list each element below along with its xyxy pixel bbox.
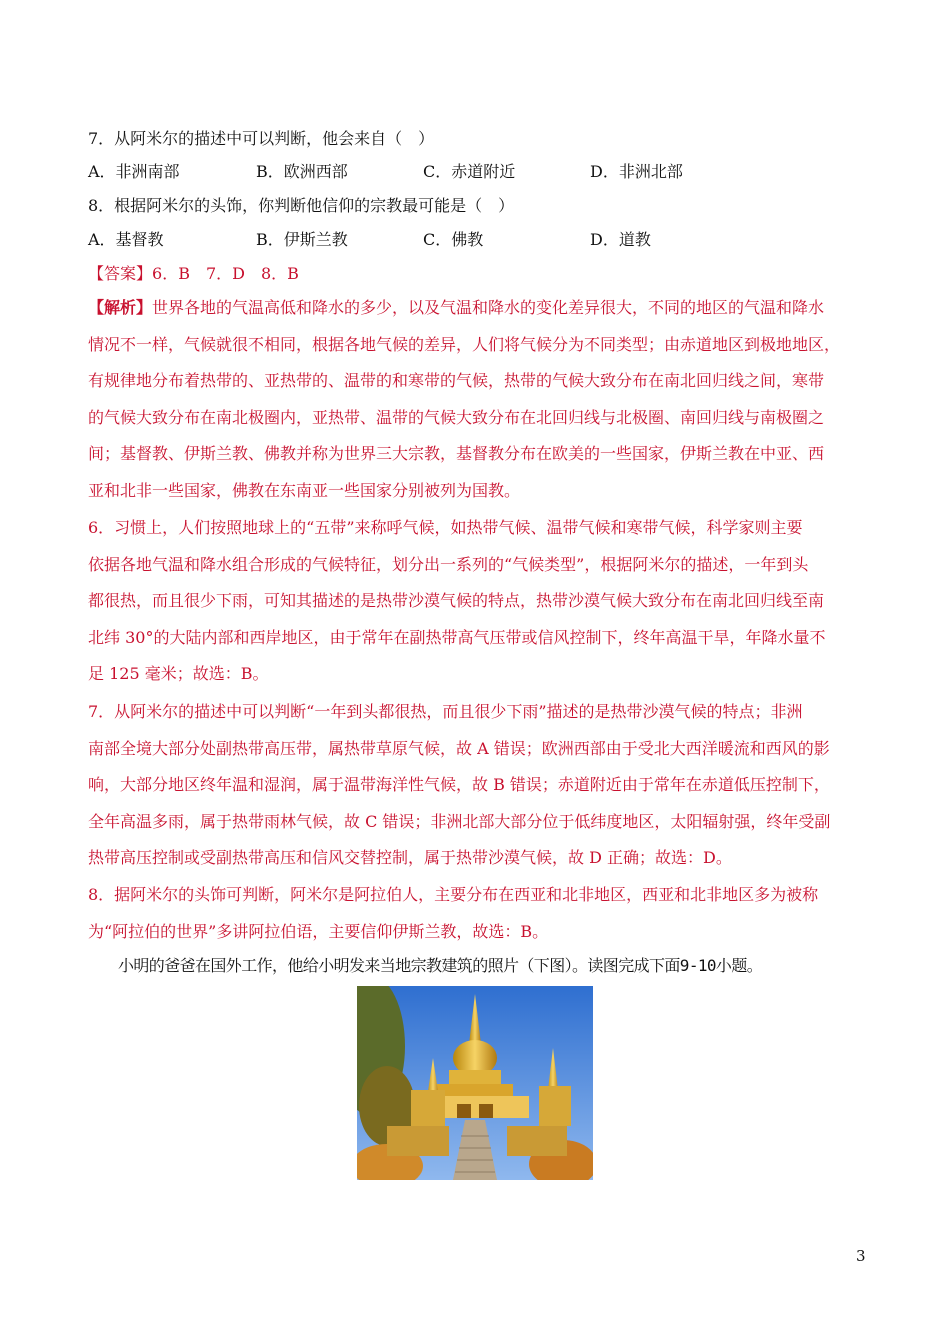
analysis-line: 的气候大致分布在南北极圈内，亚热带、温带的气候大致分布在北回归线与北极圈、南回归线与南极圈之 <box>88 407 825 427</box>
q7-stem: 7．从阿米尔的描述中可以判断，他会来自（ ） <box>88 129 435 148</box>
explanation-line: 北纬 30°的大陆内部和西岸地区，由于常年在副热带高气压带或信风控制下，终年高温干旱，年降水量不 <box>88 627 826 647</box>
analysis-line: 情况不一样，气候就很不相同，根据各地气候的差异，人们将气候分为不同类型；由赤道地区到极地地区， <box>88 334 841 354</box>
analysis-line: 亚和北非一些国家，佛教在东南亚一些国家分别被列为国教。 <box>88 480 521 500</box>
explanation-line: 热带高压控制或受副热带高压和信风交替控制，属于热带沙漠气候，故 D 正确；故选：D。 <box>88 848 732 867</box>
explanation-line: 响，大部分地区终年温和湿润，属于温带海洋性气候，故 B 错误；赤道附近由于常年在赤道低压控制下， <box>88 775 830 794</box>
q8-stem: 8．根据阿米尔的头饰，你判断他信仰的宗教最可能是（ ） <box>88 196 515 215</box>
explanation-line: 足 125 毫米；故选：B。 <box>88 664 269 683</box>
q7-option-a: A．非洲南部 <box>88 162 180 181</box>
explanation-6 <box>88 518 864 701</box>
q7-option-b: B．欧洲西部 <box>256 162 348 181</box>
explanation-line: 南部全境大部分处副热带高压带，属热带草原气候，故 A 错误；欧洲西部由于受北大西洋暖流和西风的影 <box>88 738 830 758</box>
q7-option-c: C．赤道附近 <box>423 162 516 181</box>
pagoda-photo <box>357 986 593 1180</box>
explanation-line: 全年高温多雨，属于热带雨林气候，故 C 错误；非洲北部大部分位于低纬度地区，太阳辐射强，终年受副 <box>88 811 831 831</box>
explanation-7 <box>88 702 864 885</box>
q8-option-c: C．佛教 <box>423 230 484 249</box>
question-intro: 小明的爸爸在国外工作，他给小明发来当地宗教建筑的照片（下图）。读图完成下面9-10小题。 <box>118 956 763 975</box>
explanation-8 <box>88 885 864 958</box>
analysis-line: 有规律地分布着热带的、亚热带的、温带的和寒带的气候，热带的气候大致分布在南北回归线之间，寒带 <box>88 371 825 390</box>
explanation-line: 6．习惯上，人们按照地球上的“五带”来称呼气候，如热带气候、温带气候和寒带气候，科学家则主要 <box>88 518 803 537</box>
analysis-label: 【解析】 <box>88 298 153 317</box>
explanation-line: 7．从阿米尔的描述中可以判断“一年到头都很热，而且很少下雨”描述的是热带沙漠气候的特点；非洲 <box>88 702 803 721</box>
analysis-block <box>88 298 864 517</box>
explanation-line: 依据各地气温和降水组合形成的气候特征，划分出一系列的“气候类型”，根据阿米尔的描述，一年到头 <box>88 554 809 574</box>
page-number: 3 <box>856 1247 866 1265</box>
explanation-line: 8．据阿米尔的头饰可判断，阿米尔是阿拉伯人，主要分布在西亚和北非地区，西亚和北非地区多为被称 <box>88 885 819 904</box>
answer-text: 6．B 7．D 8．B <box>152 264 299 283</box>
q8-option-d: D．道教 <box>590 230 651 249</box>
explanation-line: 都很热，而且很少下雨，可知其描述的是热带沙漠气候的特点，热带沙漠气候大致分布在南北回归线至南 <box>88 591 825 610</box>
analysis-line: 世界各地的气温高低和降水的多少，以及气温和降水的变化差异很大，不同的地区的气温和降水 <box>152 298 825 317</box>
q7-option-d: D．非洲北部 <box>590 162 683 181</box>
answer-line <box>88 264 299 284</box>
q8-option-b: B．伊斯兰教 <box>256 230 348 249</box>
answer-label: 【答案】 <box>88 264 153 283</box>
explanation-line: 为“阿拉伯的世界”多讲阿拉伯语，主要信仰伊斯兰教，故选：B。 <box>88 921 549 941</box>
q8-option-a: A．基督教 <box>88 230 164 249</box>
analysis-line: 间；基督教、伊斯兰教、佛教并称为世界三大宗教，基督教分布在欧美的一些国家，伊斯兰教在中亚、西 <box>88 444 825 463</box>
